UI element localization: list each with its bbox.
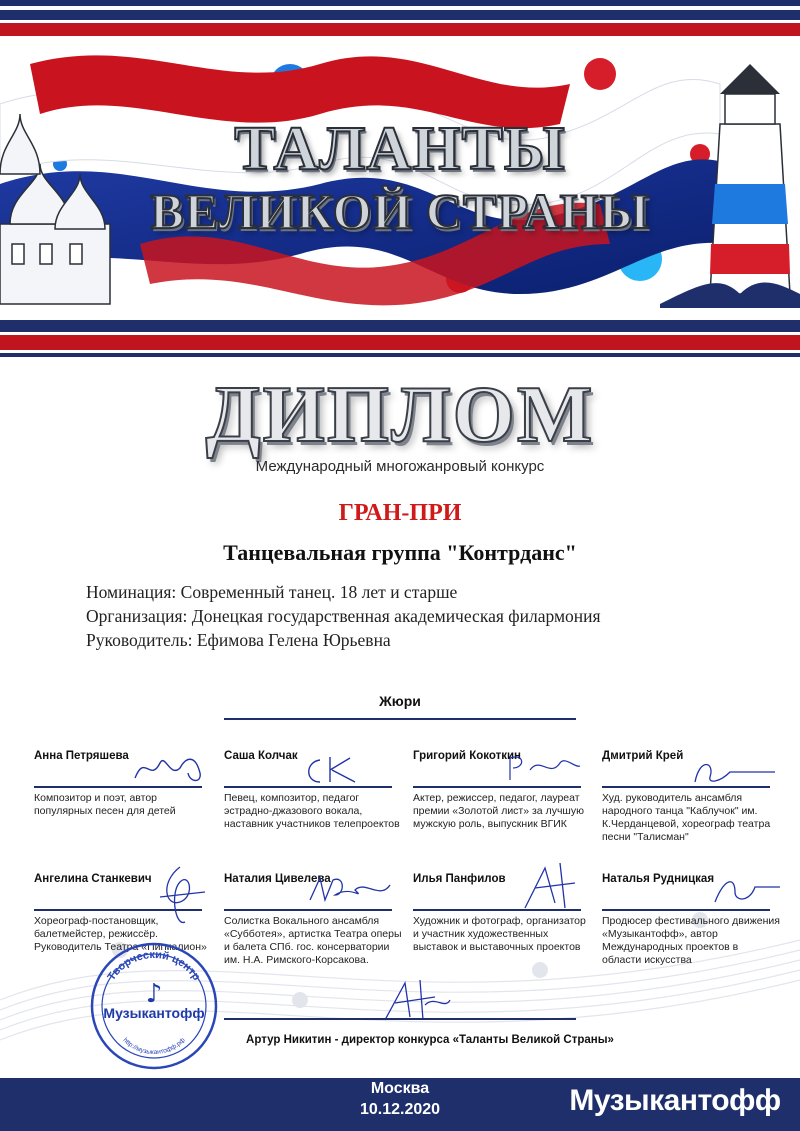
juror-name: Анна Петряшева (34, 750, 129, 762)
diploma-title: ДИПЛОМ (205, 371, 595, 459)
signature-scribble (505, 748, 585, 788)
diploma-subtitle: Международный многожанровый конкурс (255, 458, 545, 475)
juror-description: Актер, режиссер, педагог, лауреат премии «Золотой лист» за лучшую мужскую роль, выпускник ВГИК (413, 791, 584, 830)
stamp-top-text: Творческий центр (105, 948, 203, 983)
juror-name: Наталия Цивелева (224, 873, 331, 885)
juror-name: Дмитрий Крей (602, 750, 684, 762)
signature-scribble (515, 858, 585, 918)
signature-scribble (300, 752, 370, 788)
stamp-brand-text: Музыкантофф (103, 1005, 205, 1021)
signature-scribble (150, 862, 210, 932)
juror-description: Продюсер фестивального движения «Музыкантофф», автор Международных проектов в области искусства (602, 914, 780, 966)
footer-date: 10.12.2020 (359, 1101, 441, 1118)
stamp-seal-icon (88, 940, 220, 1072)
jury-title: Жюри (379, 693, 421, 709)
leader-line: Руководитель: Ефимова Гелена Юрьевна (86, 630, 391, 650)
award-title: ГРАН-ПРИ (338, 500, 462, 526)
juror-name: Наталья Рудницкая (602, 873, 715, 885)
stamp-url-text: http://музыкантофф.рф (121, 1036, 187, 1057)
juror-description: Композитор и поэт, автор популярных песен для детей (34, 791, 176, 817)
jury-divider (224, 718, 576, 720)
music-note-icon: ♪ (145, 979, 163, 1009)
juror-name: Ангелина Станкевич (34, 873, 152, 885)
signature-line (602, 909, 770, 911)
juror-name: Илья Панфилов (413, 873, 506, 885)
organization-stamp (88, 940, 220, 1072)
header-banner (0, 44, 800, 308)
signature-scribble (690, 752, 780, 788)
director-signature-line (224, 1018, 576, 1020)
footer-brand-logo: Музыкантофф (569, 1084, 781, 1117)
juror-description: Худ. руководитель ансамбля народного танца "Каблучок" им. К.Черданцевой, хореограф театра песни "Талисман" (602, 791, 771, 843)
juror-description: Певец, композитор, педагог эстрадно-джазового вокала, наставник участников телепроектов (224, 791, 400, 830)
diploma-details (86, 580, 601, 652)
banner-title-line2: ВЕЛИКОЙ СТРАНЫ (150, 183, 650, 239)
top-flag-stripes (0, 0, 800, 44)
bottom-flag-stripes (0, 320, 800, 362)
juror-name: Григорий Кокоткин (413, 750, 521, 762)
juror-description: Художник и фотограф, организатор и участник художественных выставок и выставочных проектов (413, 914, 586, 953)
footer-city: Москва (370, 1080, 430, 1097)
juror-description: Солистка Вокального ансамбля «Субботея», артистка Театра оперы и балета СПб. гос. консерватории им. Н.А. Римского-Корсакова. (224, 914, 402, 966)
signature-scribble (130, 748, 210, 788)
organization-line: Организация: Донецкая государственная академическая филармония (86, 606, 601, 626)
nomination-line: Номинация: Современный танец. 18 лет и старше (86, 582, 458, 602)
juror-name: Саша Колчак (224, 750, 298, 762)
signature-scribble (705, 872, 785, 908)
banner-title-line1: ТАЛАНТЫ (234, 115, 566, 183)
juror-description: Хореограф-постановщик, балетмейстер, режиссёр. Руководитель Театра «Пигмалион» (34, 914, 207, 953)
recipient-name: Танцевальная группа "Контрданс" (223, 540, 577, 565)
director-caption: Артур Никитин - директор конкурса «Таланты Великой Страны» (246, 1034, 614, 1046)
signature-scribble (305, 870, 395, 910)
